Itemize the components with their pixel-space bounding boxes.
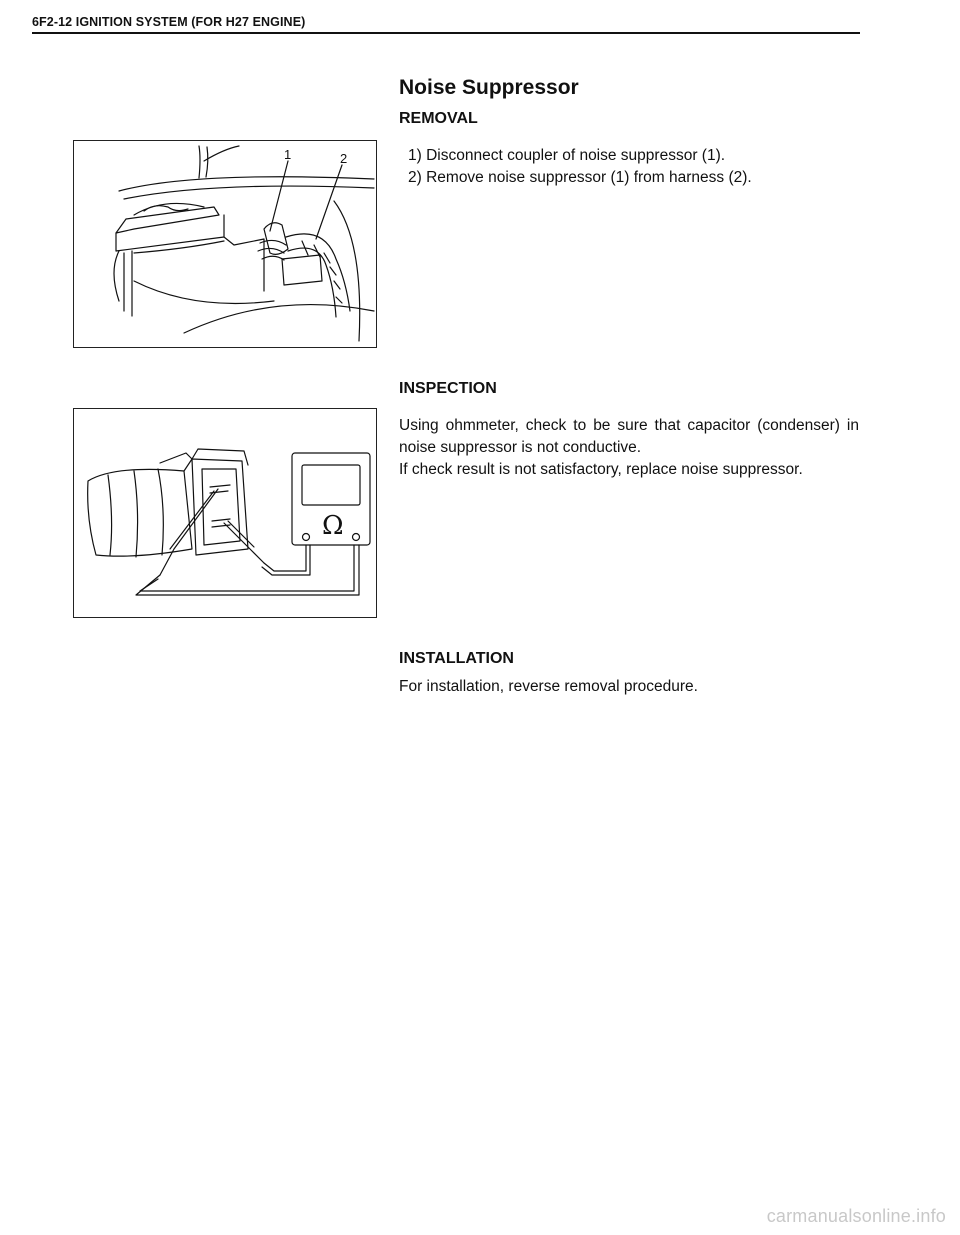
removal-step-2: 2) Remove noise suppressor (1) from harness (2). — [408, 169, 752, 186]
section-title: Noise Suppressor — [399, 76, 579, 99]
page-header: 6F2-12 IGNITION SYSTEM (FOR H27 ENGINE) — [32, 15, 306, 29]
installation-heading: INSTALLATION — [399, 650, 514, 667]
removal-steps — [408, 145, 868, 189]
inspection-line-2: noise suppressor is not conductive. — [399, 439, 642, 456]
removal-step-1: 1) Disconnect coupler of noise suppressor (1). — [408, 147, 726, 164]
callout-2: 2 — [340, 151, 348, 166]
inspection-illustration — [74, 409, 376, 617]
inspection-heading: INSPECTION — [399, 380, 497, 397]
watermark: carmanualsonline.info — [766, 1206, 946, 1226]
inspection-figure — [73, 408, 377, 618]
inspection-line-3: If check result is not satisfactory, replace noise suppressor. — [399, 461, 803, 478]
removal-illustration — [74, 141, 376, 347]
removal-heading: REMOVAL — [399, 110, 478, 127]
inspection-line-1: Using ohmmeter, check to be sure that capacitor (condenser) in — [399, 417, 859, 434]
ohm-symbol: Ω — [322, 511, 344, 541]
removal-figure — [73, 140, 377, 348]
inspection-text — [399, 415, 859, 481]
installation-text: For installation, reverse removal procedure. — [399, 678, 698, 695]
header-rule — [32, 32, 860, 34]
callout-1: 1 — [284, 147, 292, 162]
